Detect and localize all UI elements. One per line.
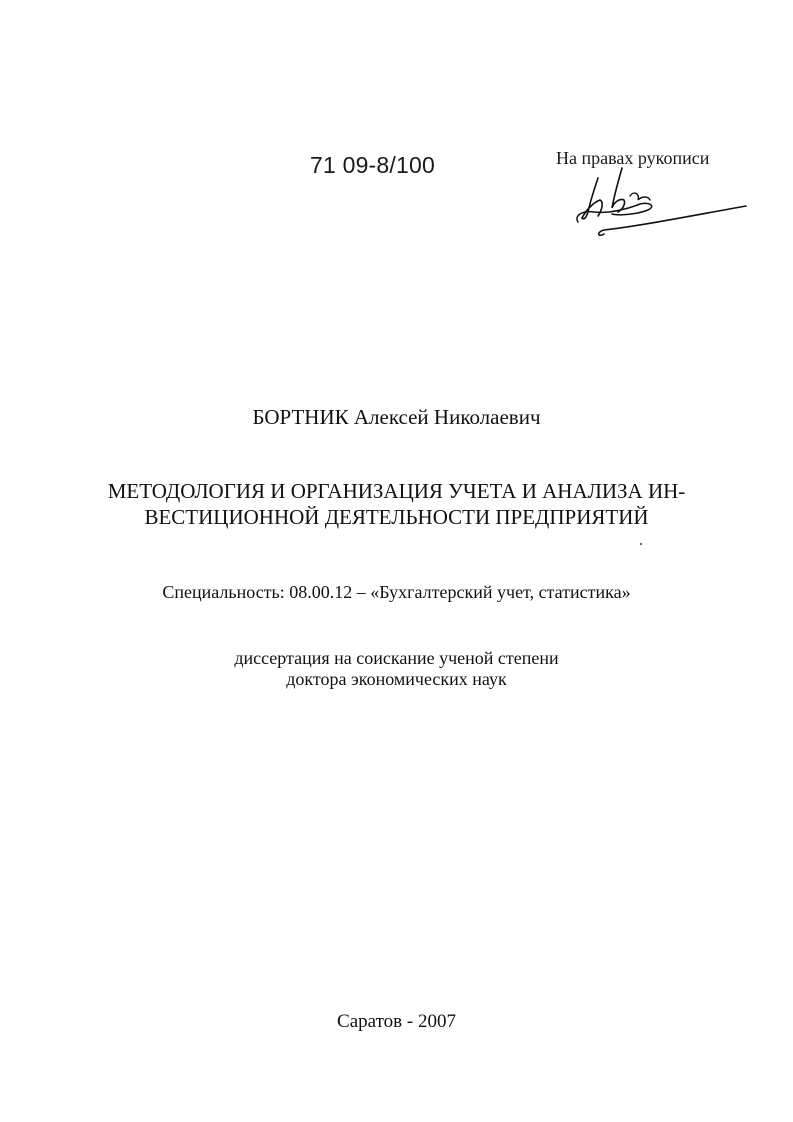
rights-note: На правах рукописи <box>556 148 710 168</box>
degree-line-2: доктора экономических наук <box>286 669 507 689</box>
title-line-2: ВЕСТИЦИОННОЙ ДЕЯТЕЛЬНОСТИ ПРЕДПРИЯТИЙ <box>144 505 649 529</box>
degree-statement <box>0 648 793 690</box>
title-line-1: МЕТОДОЛОГИЯ И ОРГАНИЗАЦИЯ УЧЕТА И АНАЛИЗА ИН- <box>107 479 686 503</box>
place-and-year: Саратов - 2007 <box>337 1011 456 1032</box>
document-number: 71 09-8/100 <box>310 152 435 178</box>
specialty-line: Специальность: 08.00.12 – «Бухгалтерский учет, статистика» <box>162 582 631 602</box>
handwritten-signature <box>560 160 755 242</box>
author-name: БОРТНИК Алексей Николаевич <box>252 405 541 429</box>
dissertation-title <box>90 478 703 530</box>
scan-speck <box>640 543 642 545</box>
degree-line-1: диссертация на соискание ученой степени <box>234 648 559 668</box>
